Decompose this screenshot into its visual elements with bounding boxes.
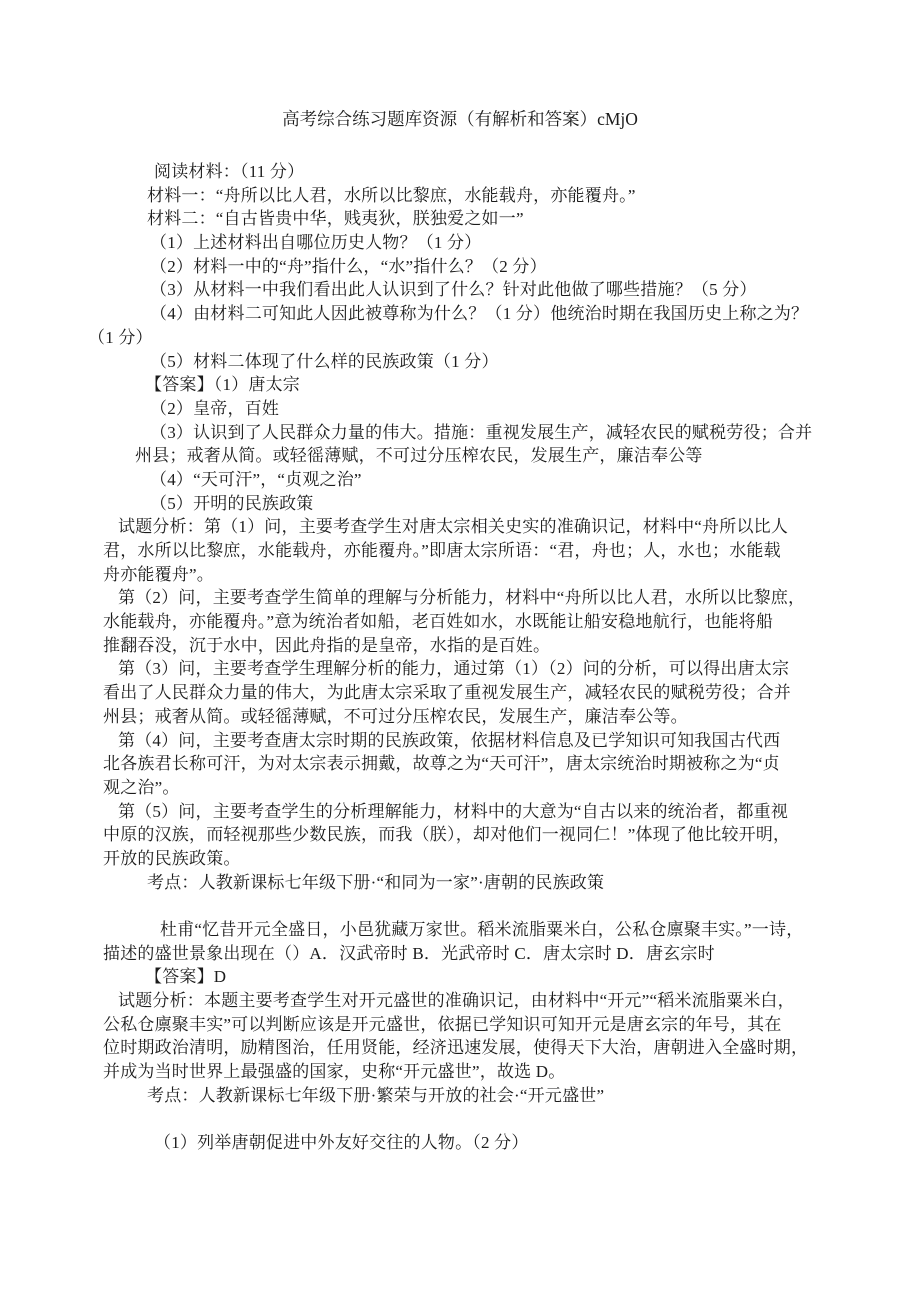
- document-body: [88, 160, 828, 1155]
- text-line: 中原的汉族，而轻视那些少数民族，而我（朕），却对他们一视同仁！”体现了他比较开明，: [103, 825, 791, 845]
- text-line: 位时期政治清明，励精图治，任用贤能，经济迅速发展，使得天下大治，唐朝进入全盛时期，: [103, 1038, 809, 1058]
- text-line: 舟亦能覆舟”。: [103, 564, 214, 584]
- text-line: 看出了人民群众力量的伟大，为此唐太宗采取了重视发展生产，减轻农民的赋税劳役；合并: [103, 683, 791, 703]
- text-line: 北各族君长称可汗，为对太宗表示拥戴，故尊之为“天可汗”，唐太宗统治时期被称之为“贞: [103, 754, 780, 774]
- text-line: （4）由材料二可知此人因此被尊称为什么？（1 分）他统治时期在我国历史上称之为？: [150, 304, 809, 324]
- text-line: （4）“天可汗”，“贞观之治”: [150, 469, 362, 489]
- text-line: 水能载舟，亦能覆舟。”意为统治者如船，老百姓如水，水既能让船安稳地航行，也能将船: [103, 612, 774, 632]
- text-line: 试题分析：本题主要考查学生对开元盛世的准确识记，由材料中“开元”“稻米流脂粟米白，: [118, 991, 795, 1011]
- text-line: 试题分析：第（1）问，主要考查学生对唐太宗相关史实的准确识记，材料中“舟所以比人: [118, 517, 789, 537]
- text-line: （1）上述材料出自哪位历史人物？（1 分）: [150, 233, 482, 253]
- text-line: 第（5）问，主要考查学生的分析理解能力，材料中的大意为“自古以来的统治者，都重视: [118, 801, 789, 821]
- text-line: 推翻吞没，沉于水中，因此舟指的是皇帝，水指的是百姓。: [103, 635, 551, 655]
- text-line: （5）材料二体现了什么样的民族政策（1 分）: [150, 351, 499, 371]
- text-line: 观之治”。: [103, 777, 180, 797]
- text-line: （3）认识到了人民群众力量的伟大。措施：重视发展生产，减轻农民的赋税劳役；合并: [150, 422, 813, 442]
- text-line: （2）材料一中的“舟”指什么，“水”指什么？（2 分）: [150, 256, 547, 276]
- text-line: 描述的盛世景象出现在（）A．汉武帝时 B．光武帝时 C．唐太宗时 D．唐玄宗时: [103, 943, 715, 963]
- text-line: （1）列举唐朝促进中外友好交往的人物。（2 分）: [154, 1133, 529, 1153]
- text-line: （5）开明的民族政策: [150, 493, 314, 513]
- text-line: 材料一：“舟所以比人君，水所以比黎庶，水能载舟，亦能覆舟。”: [147, 185, 636, 205]
- text-line: 考点：人教新课标七年级下册·繁荣与开放的社会·“开元盛世”: [147, 1085, 605, 1105]
- text-line: 考点：人教新课标七年级下册·“和同为一家”·唐朝的民族政策: [147, 872, 605, 892]
- text-line: 州县；戒奢从简。或轻徭薄赋，不可过分压榨农民，发展生产，廉洁奉公等。: [103, 706, 688, 726]
- text-line: （3）从材料一中我们看出此人认识到了什么？针对此他做了哪些措施？（5 分）: [150, 280, 757, 300]
- text-line: 【答案】D: [145, 967, 227, 987]
- text-line: 材料二：“自古皆贵中华，贱夷狄，朕独爱之如一”: [147, 209, 524, 229]
- text-line: 第（2）问，主要考查学生简单的理解与分析能力，材料中“舟所以比人君，水所以比黎庶，: [118, 588, 806, 608]
- text-line: 开放的民族政策。: [103, 848, 241, 868]
- text-line: （1 分）: [88, 327, 153, 347]
- text-line: 【答案】（1）唐太宗: [145, 375, 300, 395]
- text-line: 并成为当时世界上最强盛的国家，史称“开元盛世”，故选 D。: [103, 1062, 566, 1082]
- text-line: 杜甫“忆昔开元全盛日，小邑犹藏万家世。稻米流脂粟米白，公私仓廪聚丰实。”一诗，: [160, 920, 804, 939]
- text-line: 阅读材料：（11 分）: [154, 162, 305, 181]
- document-title: 高考综合练习题库资源（有解析和答案）cMjO: [282, 109, 638, 129]
- text-line: 公私仓廪聚丰实”可以判断应该是开元盛世，依据已学知识可知开元是唐玄宗的年号，其在: [103, 1014, 782, 1034]
- text-line: 君，水所以比黎庶，水能载舟，亦能覆舟。”即唐太宗所语：“君，舟也；人，水也；水能载: [103, 541, 781, 560]
- text-line: （2）皇帝，百姓: [150, 398, 280, 418]
- text-line: 第（4）问，主要考查唐太宗时期的民族政策，依据材料信息及已学知识可知我国古代西: [118, 730, 781, 750]
- text-line: 第（3）问，主要考查学生理解分析的能力，通过第（1）（2）问的分析，可以得出唐太宗: [118, 659, 790, 679]
- text-line: 州县；戒奢从简。或轻徭薄赋，不可过分压榨农民，发展生产，廉洁奉公等: [135, 446, 703, 466]
